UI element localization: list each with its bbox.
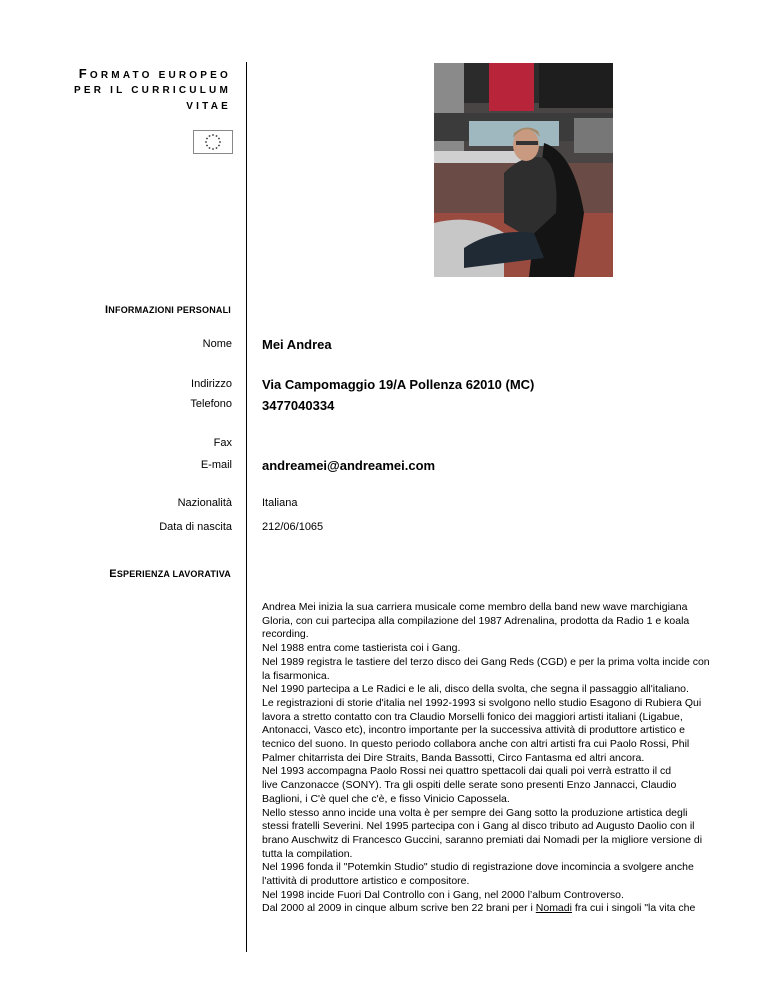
bio-line: Nel 1988 entra come tastierista coi i Gang.: [262, 642, 461, 655]
section-heading-work-experience: ESPERIENZA LAVORATIVA: [109, 568, 231, 580]
name-label: Nome: [202, 338, 232, 350]
bio-line: Baglioni, i C'è quel che c'è, e fisso Vinicio Capossela.: [262, 792, 510, 805]
work-experience-text: [262, 601, 722, 916]
name-value: Mei Andrea: [262, 337, 332, 352]
profile-photo: [434, 63, 613, 277]
phone-value: 3477040334: [262, 398, 335, 413]
bio-line: Nel 1996 fonda il "Potemkin Studio" studio di registrazione dove incomincia a svolgere anche: [262, 861, 694, 874]
bio-line: la fisarmonica.: [262, 669, 330, 682]
email-label: E-mail: [200, 459, 232, 471]
bio-line: [262, 902, 722, 916]
bio-line: Nello stesso anno incide una volta è per sempre dei Gang sotto la produzione artistica degli: [262, 806, 688, 819]
fax-label: Fax: [213, 437, 232, 449]
bio-line: Andrea Mei inizia la sua carriera musicale come membro della band new wave marchigiana: [262, 601, 688, 613]
nationality-value: Italiana: [262, 497, 298, 509]
cv-format-title-line-3: VITAE: [186, 101, 231, 112]
birthdate-label: Data di nascita: [159, 521, 232, 533]
bio-line: Nel 1990 partecipa a Le Radici e le ali, disco della svolta, che segna il passaggio all'italiano.: [262, 683, 689, 696]
bio-line: Antonacci, Vasco etc), incontro importante per la successiva attività di produttore artistico e: [262, 724, 685, 737]
bio-line-text: fra cui i singoli "la vita che: [571, 902, 696, 915]
address-label: Indirizzo: [191, 378, 232, 390]
bio-line: Gloria, con cui partecipa alla compilazione del 1987 Adrenalina, prodotta da Radio 1 e koala: [262, 614, 690, 627]
bio-line: Palmer chitarrista dei Dire Straits, Banda Bassotti, Circo Fantasma ed altri ancora.: [262, 751, 645, 764]
address-value: Via Campomaggio 19/A Pollenza 62010 (MC): [262, 377, 535, 392]
bio-line: Le registrazioni di storie d'italia nel 1992-1993 si svolgono nello studio Esagono di Rubiera Qui: [262, 696, 702, 709]
eu-flag-icon: [193, 130, 233, 154]
vertical-divider: [246, 62, 247, 952]
birthdate-value: 212/06/1065: [262, 521, 324, 533]
cv-format-title-line-1: FORMATO EUROPEO: [78, 66, 231, 81]
nomadi-link[interactable]: Nomadi: [535, 902, 572, 915]
bio-line: lavora a stretto contatto con tra Claudio Morselli fonico dei maggiori artisti italiani (Ligabue,: [262, 710, 683, 723]
nationality-label: Nazionalità: [177, 497, 232, 509]
bio-line: Nel 1998 incide Fuori Dal Controllo con i Gang, nel 2000 l’album Controverso.: [262, 888, 624, 901]
bio-line: Nel 1993 accompagna Paolo Rossi nei quattro spettacoli dai quali poi verrà estratto il cd: [262, 765, 672, 778]
bio-line: l'attività di produttore artistico e compositore.: [262, 875, 470, 888]
email-value[interactable]: andreamei@andreamei.com: [262, 458, 436, 473]
bio-line-text: Dal 2000 al 2009 in cinque album scrive ben 22 brani per i: [262, 902, 536, 915]
bio-line: stessi fratelli Severini. Nel 1995 partecipa con i Gang al disco tributo ad Augusto Daolio con il: [262, 820, 695, 833]
bio-line: live Canzonacce (SONY). Tra gli ospiti delle serate sono presenti Enzo Jannacci, Claudio: [262, 779, 677, 792]
bio-line: tutta la compilation.: [262, 847, 353, 860]
phone-label: Telefono: [190, 398, 232, 410]
bio-line: recording.: [262, 628, 309, 641]
bio-line: brano Auschwitz di Francesco Guccini, saranno premiati dai Nomadi per la migliore versione di: [262, 833, 703, 846]
bio-line: tecnico del suono. In questo periodo collabora anche con altri artisti fra cui Paolo Rossi, Phil: [262, 738, 690, 751]
bio-line: Nel 1989 registra le tastiere del terzo disco dei Gang Reds (CGD) e per la prima volta incide con: [262, 655, 710, 668]
cv-format-title-line-2: PER IL CURRICULUM: [74, 85, 231, 96]
section-heading-personal-info: INFORMAZIONI PERSONALI: [105, 304, 231, 316]
